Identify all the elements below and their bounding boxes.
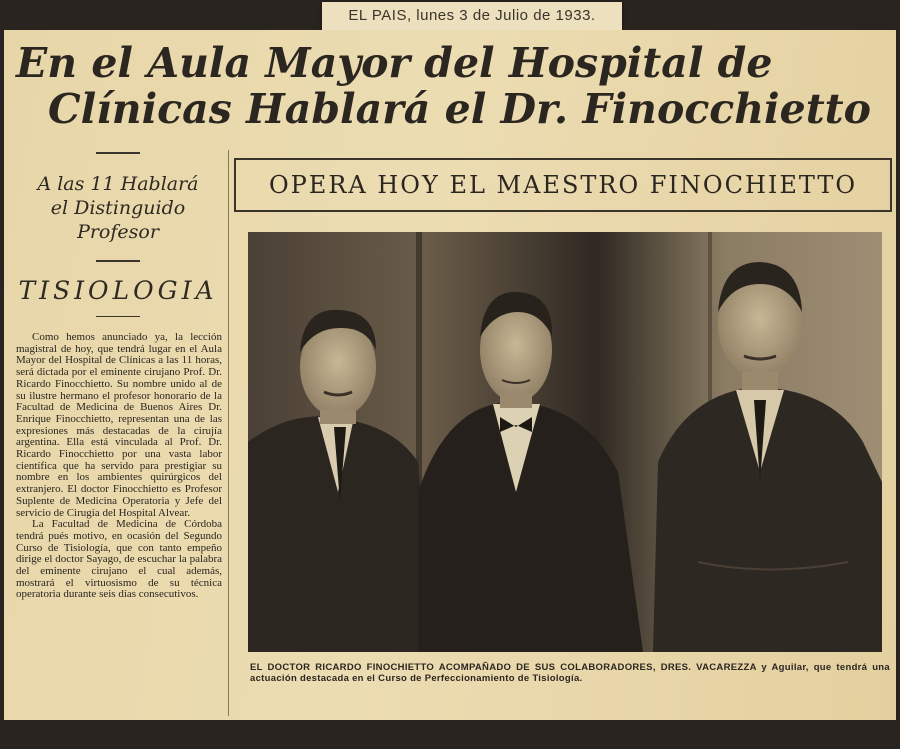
column-rule xyxy=(228,150,229,716)
top-divider xyxy=(96,152,140,154)
banner-headline: OPERA HOY EL MAESTRO FINOCHIETTO xyxy=(234,158,892,212)
subheadline xyxy=(12,172,224,244)
section-title: TISIOLOGIA xyxy=(18,276,218,305)
article-paragraph-2: La Facultad de Medicina de Córdoba tendrá pués motivo, en ocasión del Segundo Curso de Tisiología, que con tanto empeño dirige el doctor Sayago, de escuchar la palabra del eminente cirujano el cual además, mostrará el virtuosismo de su técnica operatoria durante seis días consecutivos. xyxy=(16,518,222,601)
left-column xyxy=(12,148,224,713)
photo-caption: EL DOCTOR RICARDO FINOCHIETTO ACOMPAÑADO DE SUS COLABORADORES, DRES. VACAREZZA y Aguilar, que tendrá una actuación destacada en el Curso de Perfeccionamiento de Tisiología. xyxy=(250,662,890,684)
article-body xyxy=(16,332,222,601)
subhead-line-3: Profesor xyxy=(77,221,159,243)
subhead-line-1: A las 11 Hablará xyxy=(37,173,199,195)
subhead-line-2: el Distinguido xyxy=(50,197,186,219)
date-slip: EL PAIS, lunes 3 de Julio de 1933. xyxy=(322,2,622,30)
article-paragraph-1: Como hemos anunciado ya, la lección magistral de hoy, que tendrá lugar en el Aula Mayor del Hospital de Clínicas a las 11 horas, será dictada por el eminente cirujano Prof. Dr. Ricardo Finocchietto. Su nombre unido al de su ilustre hermano el profesor honorario de la Facultad de Medicina de Buenos Aires Dr. Enrique Finocchietto, representan una de las expresiones más destacadas de la cirujía argentina. Ella está vinculada al Prof. Dr. Ricardo Finocchietto por una vasta labor científica que ha servido para prestigiar su nombre en los ambientes quirúrgicos del extranjero. El doctor Finocchietto es Profesor Suplente de Medicina Operatoria y Jefe del servicio de Cirugía del Hospital Alvear. xyxy=(16,331,222,519)
photo-illustration xyxy=(248,232,882,652)
lower-divider xyxy=(96,316,140,317)
group-photo xyxy=(248,232,882,652)
headline-line-2: Clínicas Hablará el Dr. Finocchietto xyxy=(48,85,871,133)
newspaper-clipping xyxy=(4,30,896,720)
middle-divider xyxy=(96,260,140,262)
headline-line-1: En el Aula Mayor del Hospital de xyxy=(16,39,773,87)
